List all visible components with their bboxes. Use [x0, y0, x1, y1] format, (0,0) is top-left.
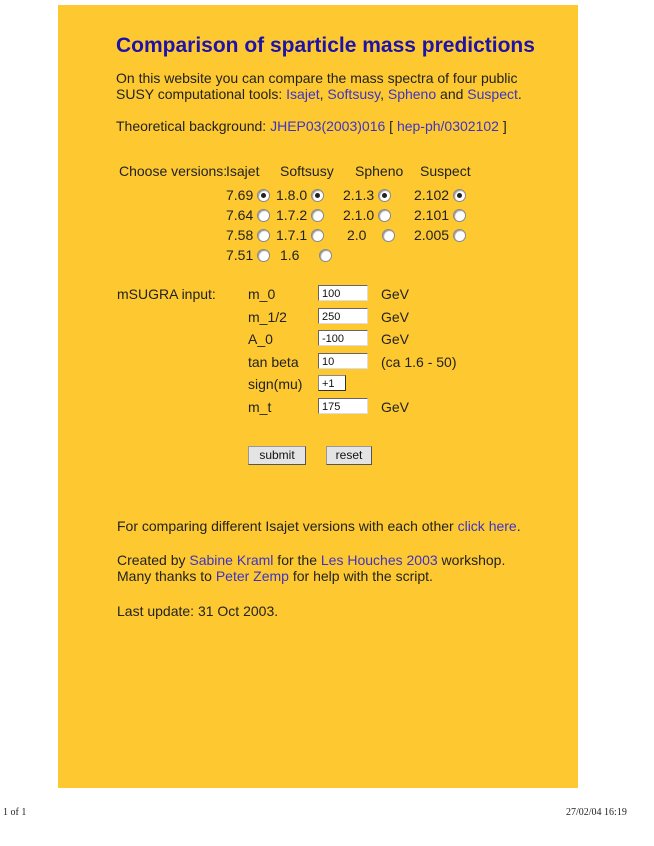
hep-ph-link[interactable]: hep-ph/0302102 [396, 118, 499, 134]
softsusy-radio-180[interactable] [311, 189, 324, 202]
isajet-radio-764[interactable] [257, 209, 270, 222]
spheno-option[interactable]: 2.1.3 [343, 187, 391, 203]
compare-text: For comparing different Isajet versions with each other click here. [117, 518, 521, 534]
isajet-link[interactable]: Isajet [286, 86, 320, 102]
suspect-radio-2102[interactable] [453, 189, 466, 202]
spheno-radio-213[interactable] [378, 189, 391, 202]
credits [117, 552, 505, 584]
tanbeta-input[interactable]: 10 [318, 353, 368, 369]
credits-line-2: Many thanks to Peter Zemp for help with the script. [117, 568, 433, 584]
spheno-link[interactable]: Spheno [387, 86, 437, 102]
suspect-option[interactable]: 2.102 [414, 187, 466, 203]
spheno-radio-20[interactable] [382, 229, 395, 242]
isajet-option[interactable]: 7.51 [226, 247, 270, 263]
print-timestamp: 27/02/04 16:19 [566, 807, 627, 818]
a0-input[interactable]: -100 [318, 330, 368, 346]
isajet-radio-769[interactable] [257, 189, 270, 202]
click-here-link[interactable]: click here [457, 518, 517, 534]
last-update: Last update: 31 Oct 2003. [117, 603, 279, 619]
intro-line-2: SUSY computational tools: Isajet, Softsusy, Spheno and Suspect. [116, 86, 522, 102]
m12-input[interactable]: 250 [318, 308, 368, 324]
theory-background: Theoretical background: JHEP03(2003)016 [ hep-ph/0302102 ] [116, 118, 507, 134]
param-unit-tanbeta: (ca 1.6 - 50) [381, 354, 457, 370]
versions-label: Choose versions: [119, 163, 228, 179]
softsusy-option[interactable]: 1.8.0 [276, 187, 324, 203]
spheno-radio-210[interactable] [378, 209, 391, 222]
softsusy-radio-172[interactable] [311, 209, 324, 222]
suspect-option[interactable]: 2.005 [414, 227, 466, 243]
param-unit-a0: GeV [381, 331, 410, 347]
credits-line-1: Created by Sabine Kraml for the Les Houches 2003 workshop. [117, 552, 506, 568]
isajet-header: Isajet [226, 163, 260, 179]
spheno-option[interactable]: 2.0 [347, 227, 395, 243]
author-link[interactable]: Sabine Kraml [189, 552, 274, 568]
suspect-link[interactable]: Suspect [467, 86, 518, 102]
print-page-number: 1 of 1 [3, 807, 27, 818]
param-unit-m0: GeV [381, 286, 410, 302]
signmu-select[interactable]: +1 [318, 375, 346, 391]
mt-input[interactable]: 175 [318, 398, 368, 414]
param-label-tanbeta: tan beta [248, 354, 299, 370]
page-title: Comparison of sparticle mass predictions [116, 34, 535, 57]
isajet-option[interactable]: 7.58 [226, 227, 270, 243]
param-label-m0: m_0 [248, 286, 276, 302]
submit-button[interactable]: submit [248, 446, 306, 465]
softsusy-link[interactable]: Softsusy [327, 86, 381, 102]
softsusy-header: Softsusy [280, 163, 334, 179]
helper-link[interactable]: Peter Zemp [215, 568, 289, 584]
intro-line-1: On this website you can compare the mass spectra of four public [116, 70, 518, 86]
workshop-link[interactable]: Les Houches 2003 [320, 552, 438, 568]
reset-button[interactable]: reset [326, 446, 372, 465]
suspect-option[interactable]: 2.101 [414, 207, 466, 223]
param-label-mt: m_t [248, 399, 272, 415]
param-label-signmu: sign(mu) [248, 376, 303, 392]
softsusy-radio-16[interactable] [319, 249, 332, 262]
spheno-option[interactable]: 2.1.0 [343, 207, 391, 223]
m0-input[interactable]: 100 [318, 285, 368, 301]
isajet-option[interactable]: 7.69 [226, 187, 270, 203]
suspect-radio-2101[interactable] [453, 209, 466, 222]
param-label-m12: m_1/2 [248, 309, 287, 325]
intro-text [116, 70, 522, 102]
msugra-label: mSUGRA input: [117, 286, 216, 302]
jhep-link[interactable]: JHEP03(2003)016 [270, 118, 386, 134]
softsusy-radio-171[interactable] [311, 229, 324, 242]
isajet-radio-751[interactable] [257, 249, 270, 262]
suspect-radio-2005[interactable] [453, 229, 466, 242]
param-label-a0: A_0 [248, 331, 273, 347]
param-unit-mt: GeV [381, 399, 410, 415]
isajet-radio-758[interactable] [257, 229, 270, 242]
softsusy-option[interactable]: 1.7.1 [276, 227, 324, 243]
param-unit-m12: GeV [381, 309, 410, 325]
spheno-header: Spheno [355, 163, 404, 179]
softsusy-option[interactable]: 1.6 [280, 247, 332, 263]
isajet-option[interactable]: 7.64 [226, 207, 270, 223]
softsusy-option[interactable]: 1.7.2 [276, 207, 324, 223]
suspect-header: Suspect [420, 163, 471, 179]
